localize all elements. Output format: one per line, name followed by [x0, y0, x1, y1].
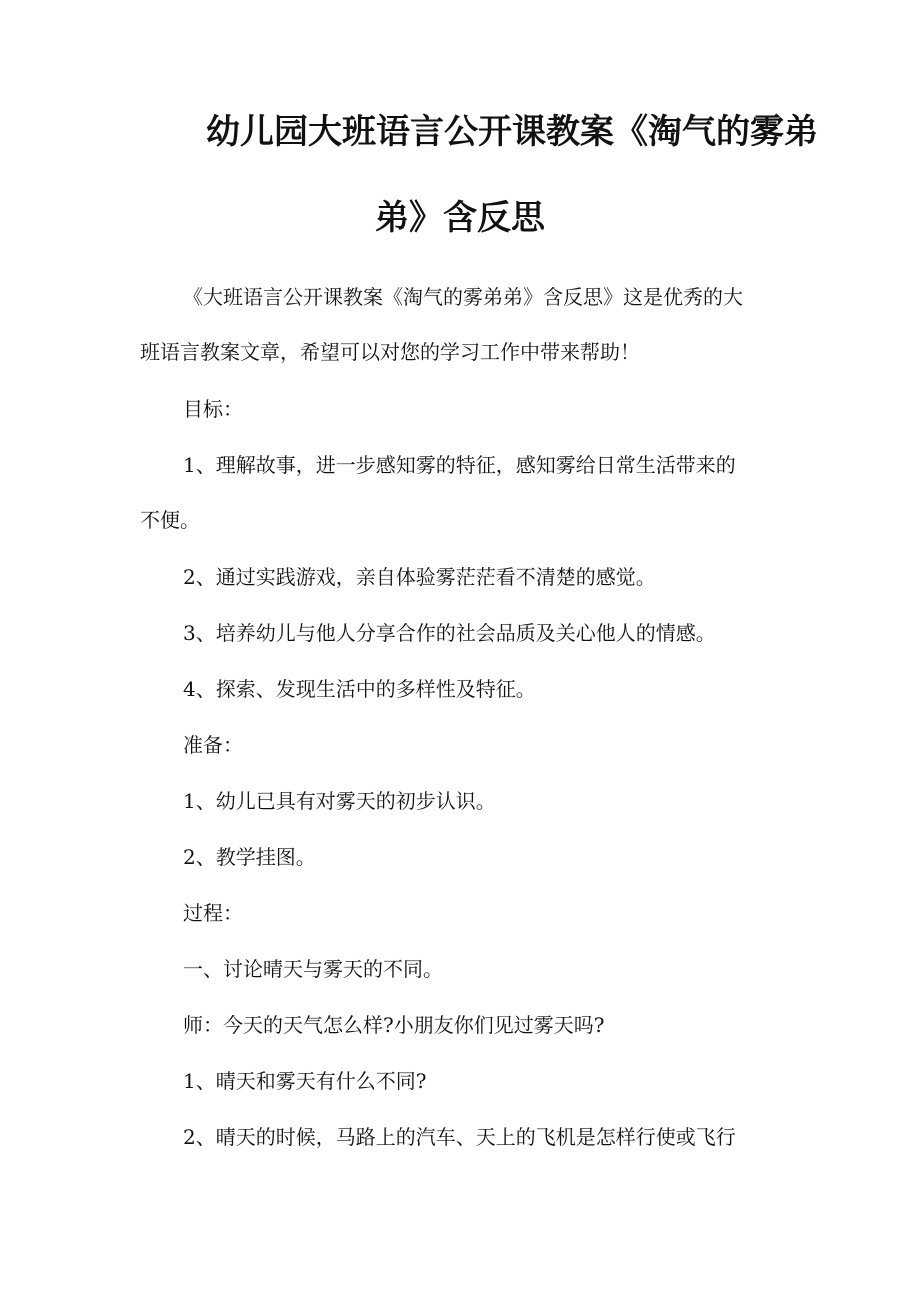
goal-item-2: 2、通过实践游戏，亲自体验雾茫茫看不清楚的感觉。: [183, 565, 656, 589]
process-heading: 过程：: [183, 901, 243, 925]
goal-item-1-line-1: 1、理解故事，进一步感知雾的特征，感知雾给日常生活带来的: [183, 453, 736, 477]
goal-item-3: 3、培养幼儿与他人分享合作的社会品质及关心他人的情感。: [183, 621, 716, 645]
process-question-1: 1、晴天和雾天有什么不同?: [183, 1069, 427, 1093]
goals-heading: 目标：: [183, 397, 243, 421]
preparation-item-2: 2、教学挂图。: [183, 845, 316, 869]
document-title-line-2: 弟》含反思: [375, 198, 545, 238]
intro-line-1: 《大班语言公开课教案《淘气的雾弟弟》含反思》这是优秀的大: [183, 285, 743, 309]
process-question-2: 2、晴天的时候，马路上的汽车、天上的飞机是怎样行使或飞行: [183, 1125, 736, 1149]
teacher-question: 师：今天的天气怎么样?小朋友你们见过雾天吗?: [183, 1013, 605, 1037]
goal-item-1-line-2: 不便。: [140, 508, 200, 532]
document-title-line-1: 幼儿园大班语言公开课教案《淘气的雾弟: [206, 112, 818, 152]
intro-line-2: 班语言教案文章，希望可以对您的学习工作中带来帮助！: [140, 340, 640, 364]
preparation-heading: 准备：: [183, 733, 243, 757]
goal-item-4: 4、探索、发现生活中的多样性及特征。: [183, 677, 536, 701]
preparation-item-1: 1、幼儿已具有对雾天的初步认识。: [183, 789, 496, 813]
process-step-1: 一、讨论晴天与雾天的不同。: [183, 957, 443, 981]
